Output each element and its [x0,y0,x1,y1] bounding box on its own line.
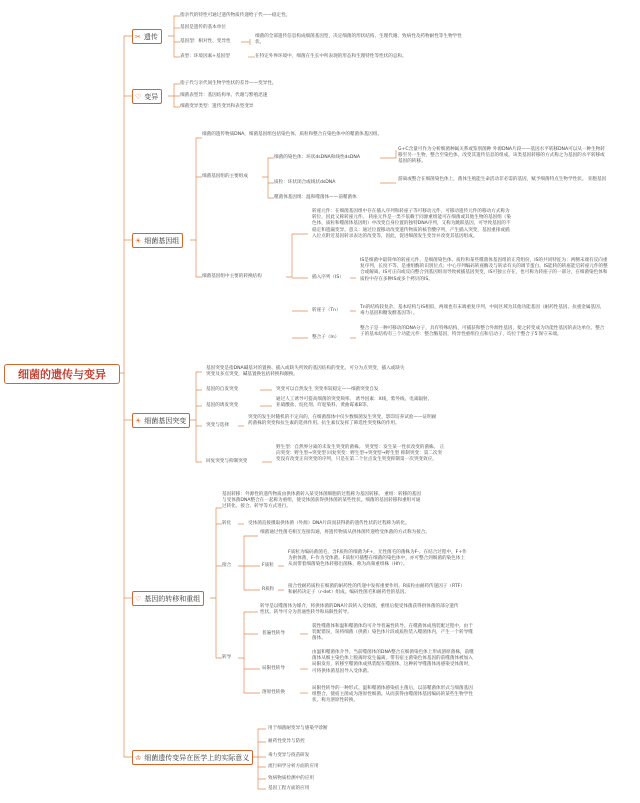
genome-tn: 转座子（Tn） [312,308,341,313]
mutation-n2: 基因的诱发突变 [206,403,239,408]
branch-label: 遗传 [143,32,158,41]
medical-item: 基因工程方面的应用 [268,786,310,791]
transfer-transform-detail: 受体菌直接摄取供体菌（外源）DNA片段而获得新的遗传性状的过程称为转化。 [248,521,410,526]
heredity-n3a: 细菌的全部遗传信息构成细菌基因型，决定细菌的形状结构、生理代谢、致病性及药物耐性等生物学性状。 [255,34,462,46]
branch-label: 细菌遗传变异在医学上的实际意义 [144,753,250,762]
root-topic[interactable]: 细菌的遗传与变异 [4,364,120,384]
branch-heredity[interactable] [132,29,162,44]
transfer-transd-detail: 转导是以噬菌体为媒介，将供体菌的DNA片段转入受体菌，重组后使受体菌获得供体菌的部分遗传性状。转导可分为普通性转导和局限性转导。 [260,604,459,616]
genome-tn-detail: Tn的结构较复杂，基本结构与IS相似，两端也有末端重复序列，中间区域为其他功能基因（耐药性基因、抗重金属基因、毒力基因和糖发酵基因等）。 [360,305,605,317]
genome-phage: 噬菌体基因组：温和噬菌体——前噬菌体 [274,195,357,200]
genome-mobile-detail: 转座元件：在细菌基因组中存在插入序列和转座子等可移动元件，可移动遗传元件的移动方式称为转位，因此又称转座元件。 转座元件是一类不依赖于同源重组能可在细菌或其他生物的基因组（染色体，质粒和噬菌体基因组）中改变自身位置的独特DNA序列，又称为跳跃基因，可导致基因的不稳定和遗漏变异。意义：通过位置移动改变遗传物质的核苷酸序列，产生插入突变，基因重排或插入位点附近基因转录表达的改变等，因此，促进细菌发生变异并改变其基因组成。 [312,209,511,239]
mutation-n4a: 野生型：自然界分离的未发生突变的菌株。 突变型：发生某一性状改变的菌株。 正向突变：野生型→突变型 回复突变：野生型→突变型→野生型 抑制突变：第二次突变没有改变正向突变的序列，只是在第二个位点发生突变抑制第一次突变效应。 [276,445,445,463]
heart-icon: ♡ [135,92,142,101]
transfer-gen-detail: 裂性噬菌体和温和噬菌体均可介导普遍性转导。在噬菌体成熟装配过程中，由于装配错误，误将细菌（供菌）染色体片段或质粒装入噬菌体内，产生一个转导噬菌体。 [312,624,473,642]
bulb-icon: ☀ [135,236,142,245]
transfer-r: R质粒 [262,587,275,592]
branch-label: 细菌基因组 [144,236,180,245]
mutation-n1a: 突变可以自然发生 突变率较稳定——细菌突变自发 [276,387,379,392]
branch-variation[interactable] [132,89,162,104]
branch-label: 基因的转移和重组 [144,594,201,603]
heredity-n2: 基因是遗传的基本单位 [180,25,226,30]
transfer-gen: 普遍性转导 [262,631,285,636]
mutation-n3a: 突变的发生时随机的不定向的，在细菌群体中仅少数细菌发生突变，影印培养试验——证明耐药菌株的突变和抗生素的选择作用。抗生素仅发挥了筛选性突变株的作用。 [248,415,437,427]
medical-item: 致病物质检测中的应用 [268,776,314,781]
genome-plasmid-detail: 游离或整合在细菌染色体上，菌体生殖能生命活动非必需的基因，赋予细菌特点生物学性状。 亚胞基因 [398,177,607,182]
transfer-lys: 溶原性转换 [262,690,285,695]
medical-item: 用于细菌耐变异与感染学诊断 [268,726,328,731]
variation-n1: 指子代与亲代间生物学性状的差异——变异性。 [180,81,277,86]
genome-mobile: 细菌基因组中主要的转换结构 [202,274,262,279]
mutation-n2a: 通过人工诱导可提高细菌的突变频率。 诱导因素：X线，紫外线、电离辐射、亚硝酸盐、烷化剂、吖啶染料、黄曲霉素B等。 [276,397,433,409]
variation-n3: 细菌变异类型：遗传变异和表型变异 [180,104,254,109]
branch-medical[interactable] [132,750,253,765]
branch-label: 变异 [144,92,159,101]
transfer-conj-detail: 细菌通过性菌毛相互连接沟通，将遗传物质从供体菌传递给受体菌的方式称为接合。 [260,530,430,535]
transfer-f-detail: F质粒为编码菌菌毛，含F质粒的细菌为F+，无性菌毛的菌株为F-。在结合过程中，F+作为供体菌，F-作为受体菌。F质粒可插整在细菌的染色体中，亦可整合到细菌的染色体上从而带着细菌染色体转移出菌株，称为高频重组株（Hfr）。 [288,550,467,568]
genome-main: 细菌基因组的主要组成 [202,174,248,179]
mutation-n3: 突变与选择 [206,423,229,428]
variation-n2: 细菌表型异：基因结构单、代谢与繁殖迅速 [180,93,268,98]
branch-genome[interactable] [132,233,183,248]
genome-chrom: 细菌的染色体：环状dsDNA和线性dsDNA [274,155,360,160]
branch-transfer[interactable] [132,591,204,606]
heredity-n4a: 在特定外界环境中，细菌在生长中所表现的形态和生理特性等性状的总和。 [255,54,407,59]
genome-is: 插入序列（IS） [312,275,344,280]
genome-in-detail: 整合子是一种可移动的DNA分子，具有特殊结构，可捕获和整合外源性基因，使之转变成为功能性基因的表达单位。整合子的基本结构有三个功能元件：整合酶基因，特异性重组位点和启动子，均位于整合子5′保守末端。 [360,326,605,338]
transfer-spec-detail: 由温和噬菌体介导。当前噬菌体的DNA整合在细菌染色体上形成溶原菌株，前噬菌体从细主染色体上脱离时发生偏离，带有宿主菌染色体基因的前噬菌体被加入局限发育，转移至噬菌体成熟装配在噬菌体，这种转导噬菌体再感染受体菌时，可将供体菌基因导入受体菌。 [312,650,474,674]
medical-item: 流行病学分析方面的应用 [268,764,319,769]
transfer-conj: 接合 [222,563,232,568]
genome-intro: 细菌的遗传物质DNA，细菌基因组包括染色体、质粒和整合在染色体中的噬菌体基因组。 [202,132,383,137]
transfer-intro: 基因转移：外源性的遗传物质由供体菌转入某受体菌细胞的过程称为基因转移。 重组：转移的基因与受体菌DNA整合在一起称为重组，使受体菌获得供体菌的某些性状。细菌的基因转移和重组可通过转化、接合、转导等方式进行。 [222,492,421,510]
medical-item: 耐药性变异与防控 [268,739,305,744]
branch-label: 细菌基因突变 [144,416,187,425]
genome-is-detail: IS是细菌中最简单的转座元件，是细菌染色体、质粒和某些噬菌体基因组的正常组份，IS的共同特征为：两侧末端有反向重复序列，长度不等，是重组酶的识别位点；中心序列编码转座酶及与转录有关的调节蛋白。IS能转的转座能启转座元件的整合或解离。IS可正向或反向整合到基因组而导致被插基因突变，IS可独立存在，也可称为转座子的一部分，在细菌染色体和质粒中存在多种IS或多个拷贝的IS。 [360,258,608,282]
transfer-spec: 局限性转导 [262,666,285,671]
mutation-n4: 回复突变与抑制突变 [206,459,248,464]
mutation-intro: 基因突变是指DNA碱基对的置换、插入或缺失所致的基因结构的变化，可分为点突变，插入或缺失突变及多点突变，碱基置换包括转换和颠换。 [206,366,405,378]
transfer-transform: 转化 [222,521,232,526]
heart-icon: ♡ [135,594,142,603]
genome-plasmid: 质粒：环状闭合或线状dsDNA [274,180,336,185]
transfer-f: F质粒 [262,563,274,568]
bulb-icon: ☀ [135,416,142,425]
transfer-r-detail: 接合性耐药质粒在细菌的耐药性的传递中发挥重要作用。R质粒由耐药传递因子（RTF）和耐药决定子（r-det）组成。编码性菌毛和耐药性的基因。 [288,584,465,596]
genome-chrom-detail: G+C含量可作为分析细菌种属关系或鉴别菌种 外源DNA片段——基因水平转移DNA可以从一种生物转移至另一生物，整合至染色体，改变其遗传信息的组成。该类基因转移的方式称之为基因的水平转移或基因的转移。 [398,147,605,165]
heredity-n4: 表型：环境因素+基因型 [180,54,230,59]
transfer-lys-detail: 局限性转导的一种形式。温和噬菌体感染宿主菌后，以前噬菌体形式与细菌基因组整合，使宿主菌成为溶原性细菌。从而获得由噬菌体基因编码的某些生物学性状，称为溶原性转换。 [312,686,473,704]
heredity-n3: 基因型：相对性、变异性 [180,39,231,44]
medical-item: 毒力变异与疫苗研发 [268,753,310,758]
heredity-n1: 指亲代的特性可通过遗传物质传递给子代——稳定性。 [180,13,291,18]
transfer-transd: 转导 [222,655,232,660]
branch-mutation[interactable] [132,413,190,428]
mutation-n1: 基因的自发突变 [206,387,239,392]
hat-icon: ♔ [135,753,142,762]
genome-in: 整合子（In） [312,335,340,340]
scissors-icon: ✂ [135,32,141,41]
